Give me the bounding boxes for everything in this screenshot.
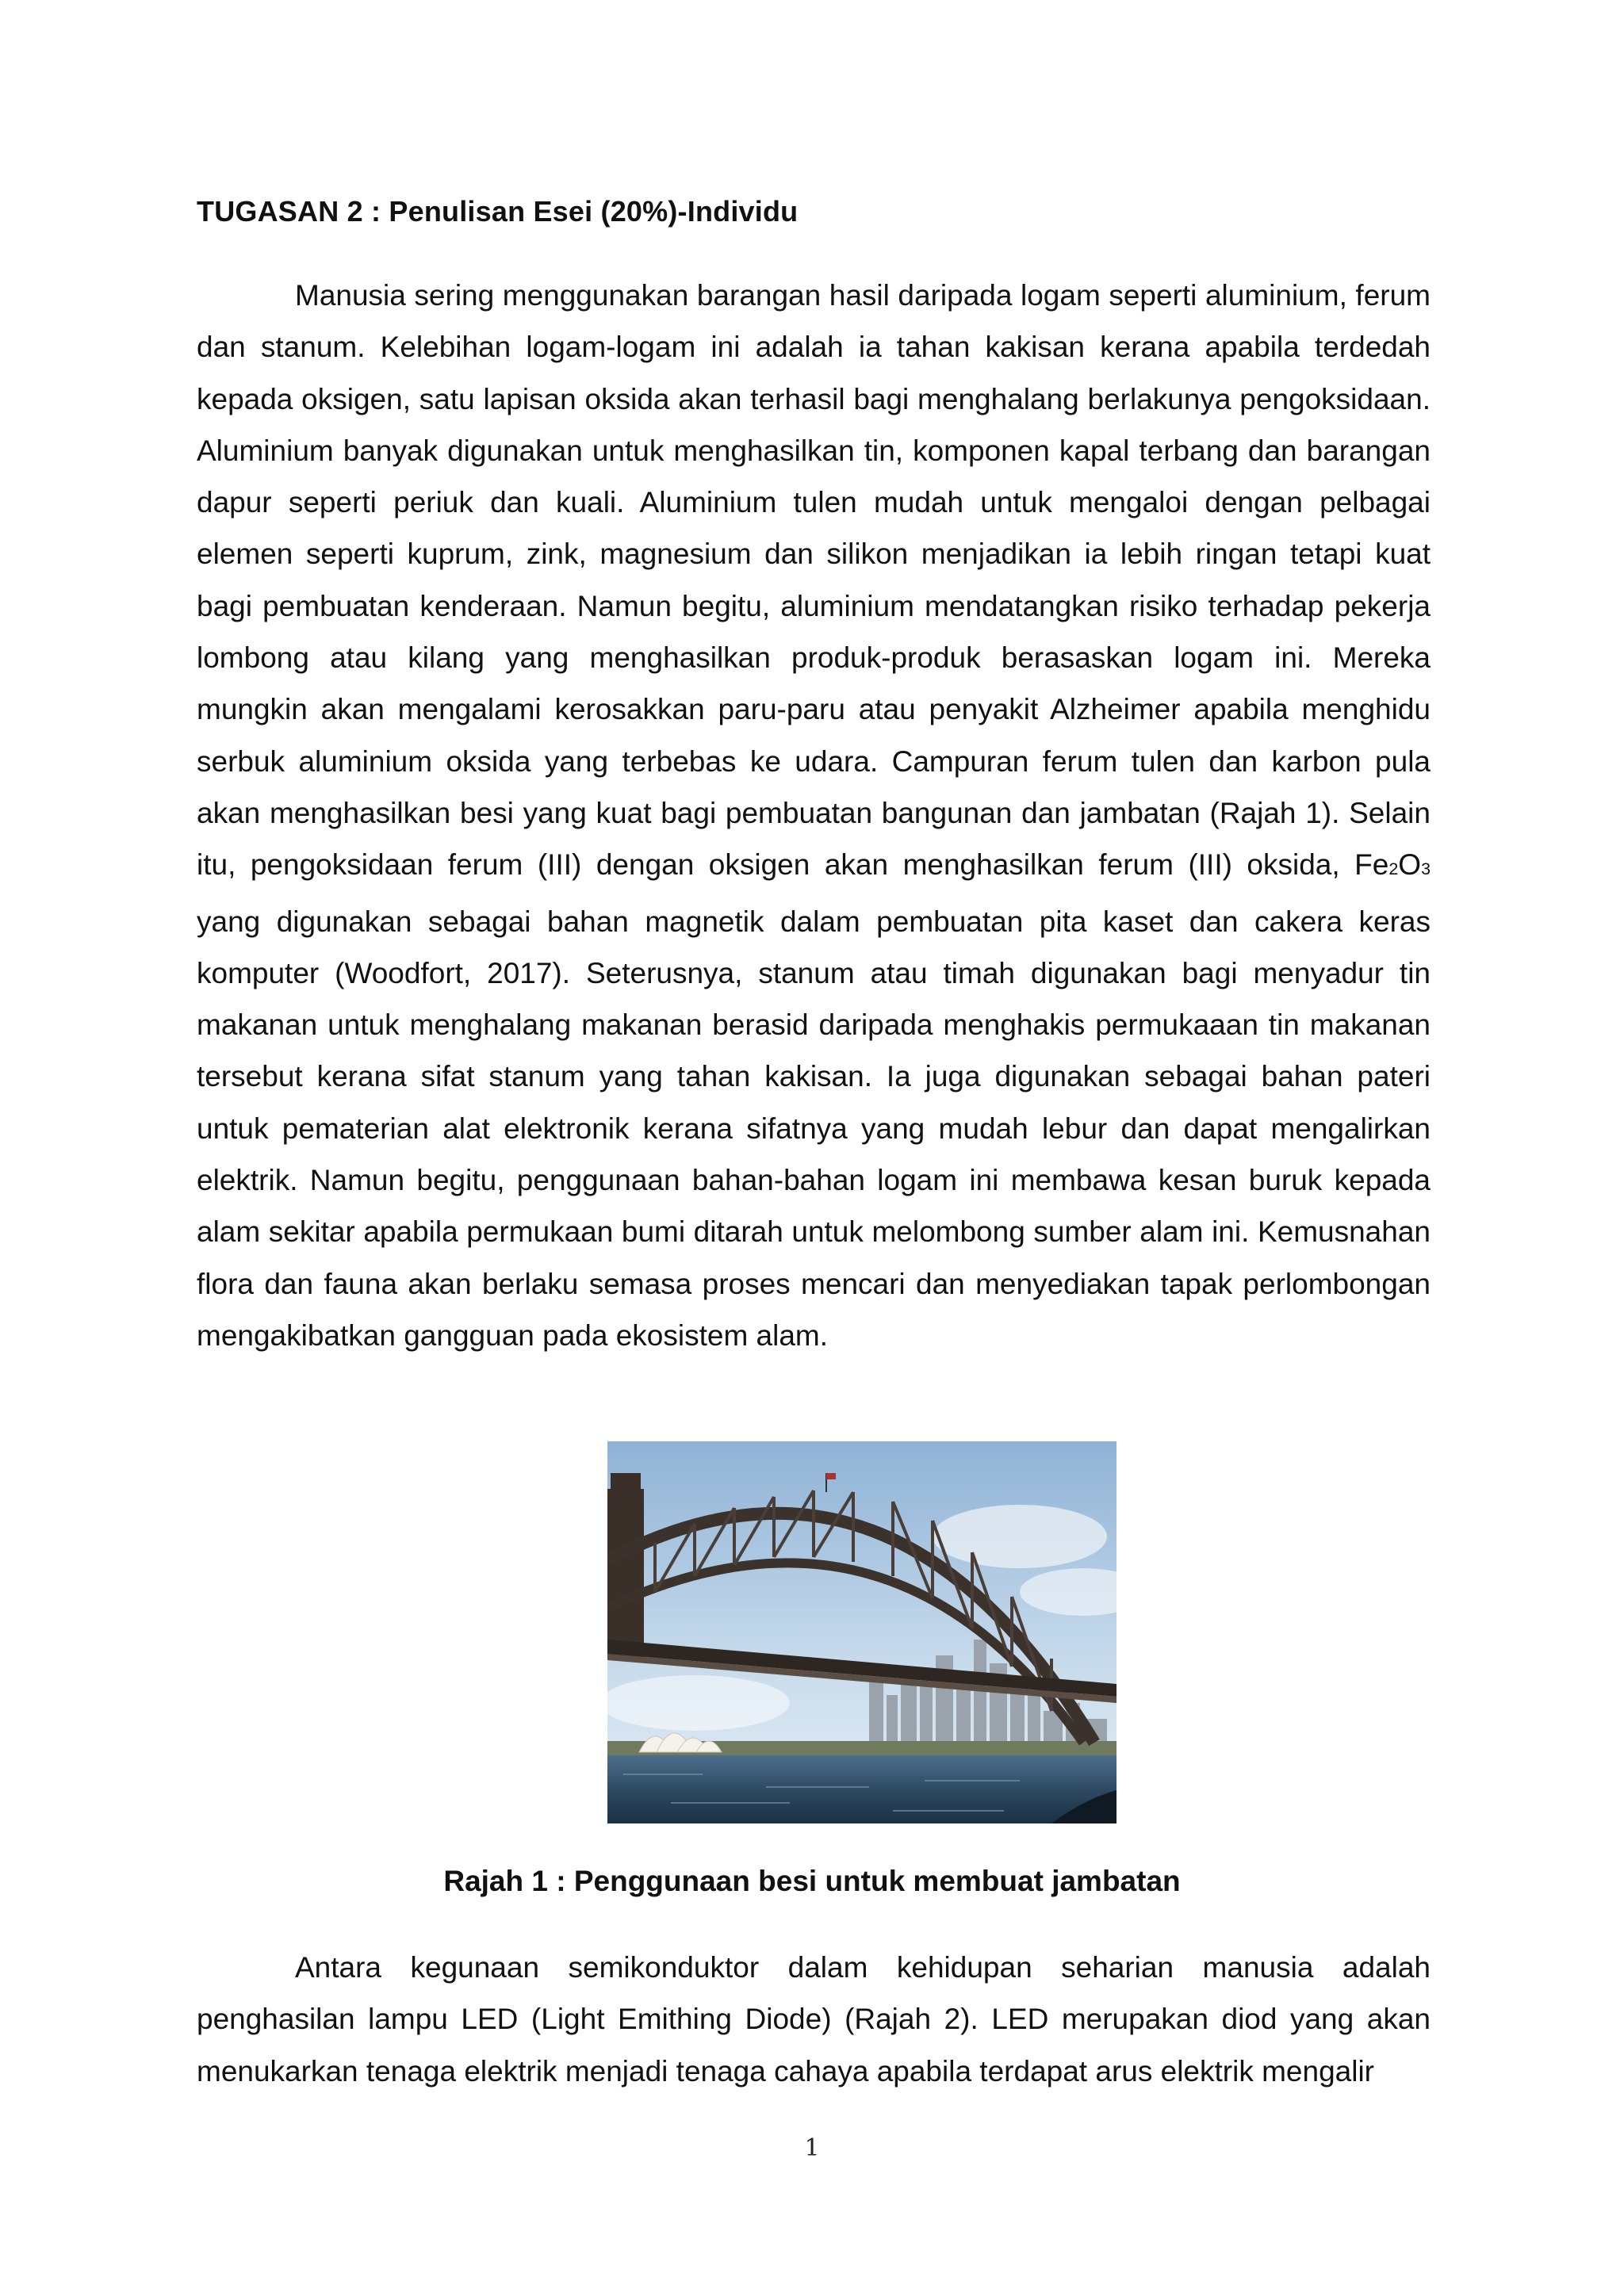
body-paragraph-metals [197, 270, 1431, 1361]
subscript-2: 2 [1388, 859, 1399, 879]
assignment-heading: TUGASAN 2 : Penulisan Esei (20%)-Individu [197, 195, 799, 228]
paragraph-text: O [1398, 848, 1422, 882]
paragraph-text: Manusia sering menggunakan barangan hasil daripada logam seperti aluminium, ferum dan stanum. Kelebihan logam-logam ini adalah ia tahan kakisan kerana apabila terdedah kepada oksigen, satu lapisan oksida akan terhasil bagi menghalang berlakunya pengoksidaan. Aluminium banyak digunakan untuk menghasilkan tin, komponen kapal terbang dan barangan dapur seperti periuk dan kuali. Aluminium tulen mudah untuk mengaloi dengan pelbagai elemen seperti kuprum, zink, magnesium dan silikon menjadikan ia lebih ringan tetapi kuat bagi pembuatan kenderaan. Namun begitu, aluminium mendatangkan risiko terhadap pekerja lombong atau kilang yang menghasilkan produk-produk berasaskan logam ini. Mereka mungkin akan mengalami kerosakkan paru-paru atau penyakit Alzheimer apabila menghidu serbuk aluminium oksida yang terbebas ke udara. Campuran ferum tulen dan karbon pula akan menghasilkan besi yang kuat bagi pembuatan bangunan dan jambatan (Rajah 1). Selain itu, pengoksidaan ferum (III) dengan oksigen akan menghasilkan ferum (III) oksida, Fe [197, 279, 1431, 882]
page-number: 1 [804, 2134, 820, 2162]
subscript-3: 3 [1421, 859, 1431, 879]
figure-caption: Rajah 1 : Penggunaan besi untuk membuat jambatan [443, 1865, 1181, 1897]
bridge-photo [607, 1441, 1116, 1823]
body-paragraph-semiconductor: Antara kegunaan semikonduktor dalam kehidupan seharian manusia adalah penghasilan lampu LED (Light Emithing Diode) (Rajah 2). LED merupakan diod yang akan menukarkan tenaga elektrik menjadi tenaga cahaya apabila terdapat arus elektrik mengalir [197, 1951, 1431, 2087]
paragraph-text: yang digunakan sebagai bahan magnetik dalam pembuatan pita kaset dan cakera keras komputer (Woodfort, 2017). Seterusnya, stanum atau timah digunakan bagi menyadur tin makanan untuk menghalang makanan berasid daripada menghakis permukaaan tin makanan tersebut kerana sifat stanum yang tahan kakisan. Ia juga digunakan sebagai bahan pateri untuk pematerian alat elektronik kerana sifatnya yang mudah lebur dan dapat mengalirkan elektrik. Namun begitu, penggunaan bahan-bahan logam ini membawa kesan buruk kepada alam sekitar apabila permukaan bumi ditarah untuk melombong sumber alam ini. Kemusnahan flora dan fauna akan berlaku semasa proses mencari dan menyediakan tapak perlombongan mengakibatkan gangguan pada ekosistem alam. [197, 905, 1431, 1352]
